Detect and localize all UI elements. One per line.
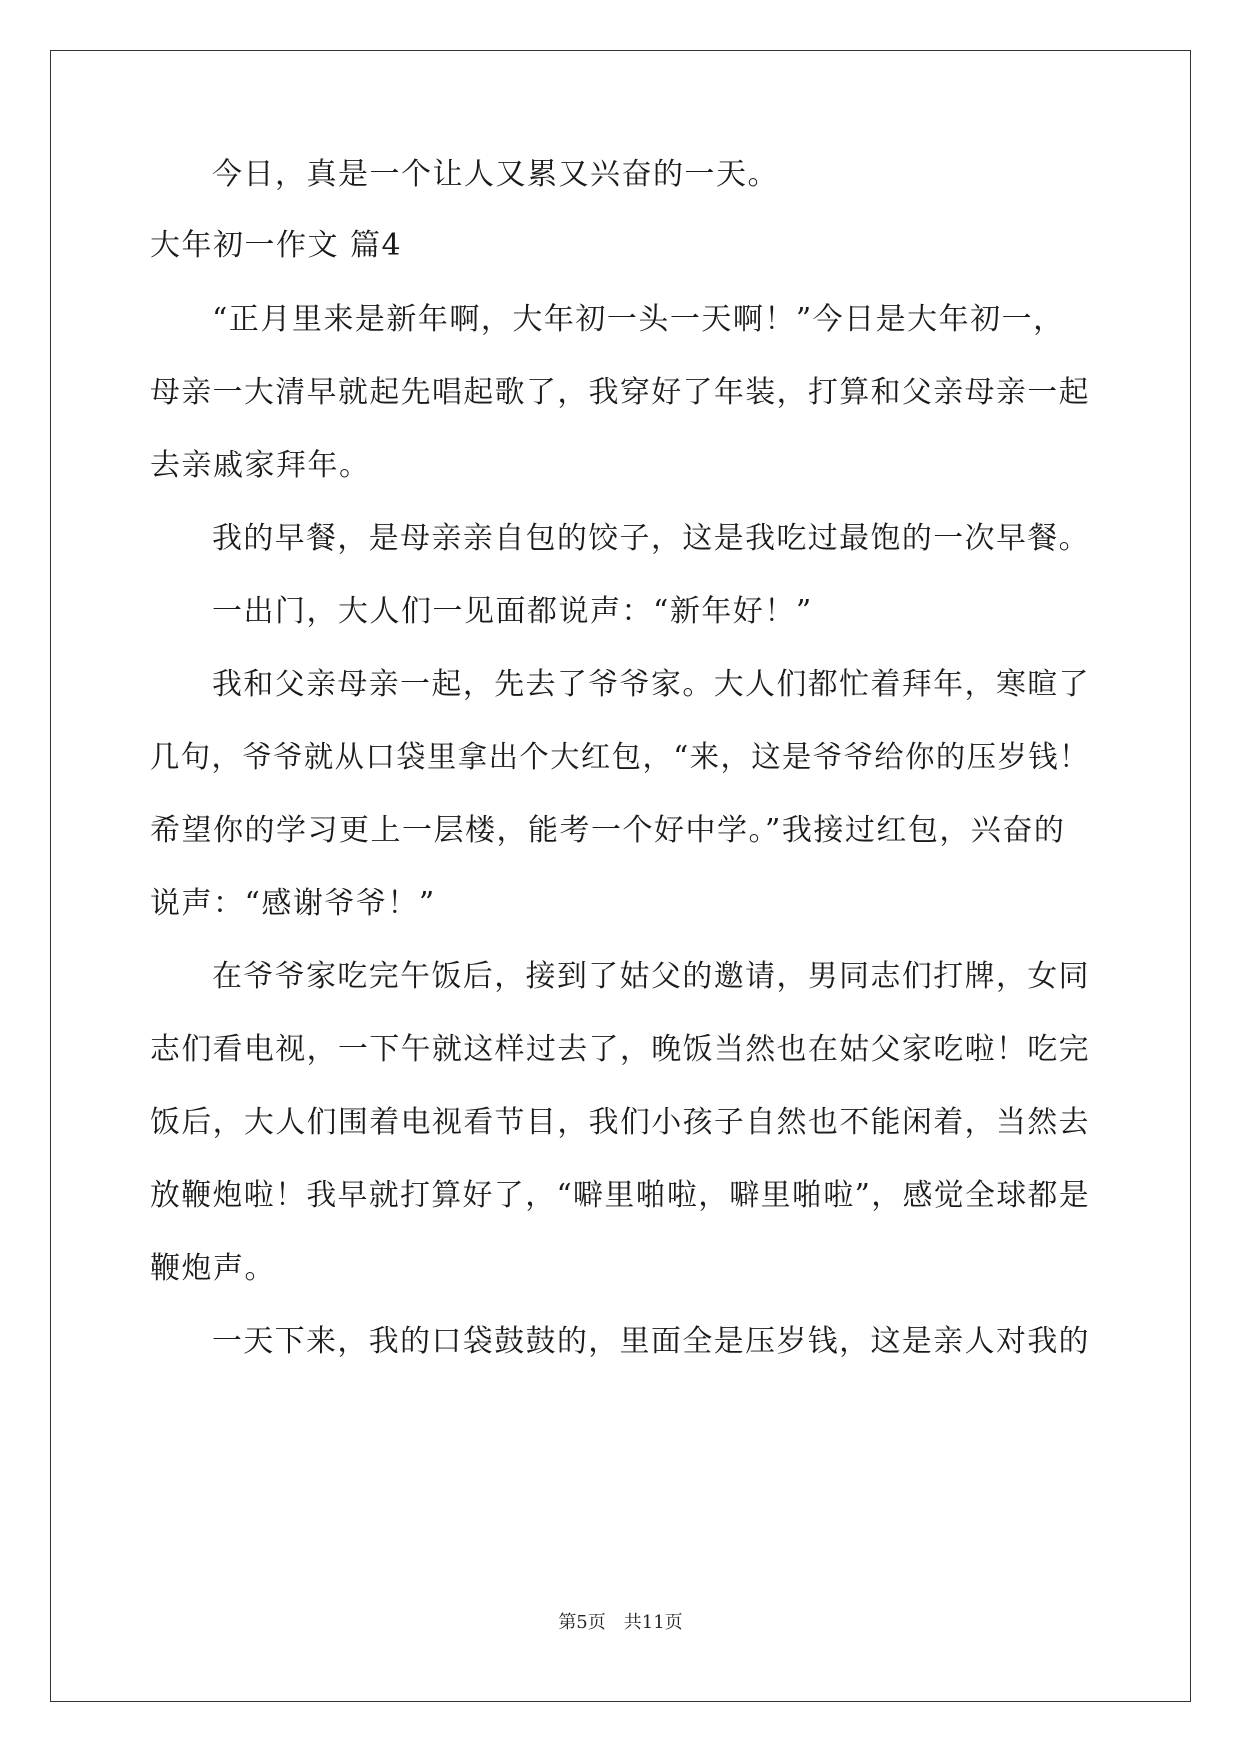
paragraph-line: 在爷爷家吃完午饭后，接到了姑父的邀请，男同志们打牌，女同 <box>212 959 1091 994</box>
paragraph-line: 我和父亲母亲一起，先去了爷爷家。大人们都忙着拜年，寒暄了 <box>212 667 1091 702</box>
paragraph-line: 母亲一大清早就起先唱起歌了，我穿好了年装，打算和父亲母亲一起 <box>150 375 1090 410</box>
paragraph-line: 一出门，大人们一见面都说声：“新年好！” <box>212 594 813 629</box>
paragraph-line: 去亲戚家拜年。 <box>150 448 371 483</box>
paragraph-line: 我的早餐，是母亲亲自包的饺子，这是我吃过最饱的一次早餐。 <box>212 521 1091 556</box>
paragraph-line: 说声：“感谢爷爷！” <box>150 886 436 921</box>
paragraph-line: “正月里来是新年啊，大年初一头一天啊！”今日是大年初一， <box>212 302 1065 337</box>
paragraph-line: 志们看电视，一下午就这样过去了，晚饭当然也在姑父家吃啦！吃完 <box>150 1032 1090 1067</box>
paragraph-line: 希望你的学习更上一层楼，能考一个好中学。”我接过红包，兴奋的 <box>150 813 1066 848</box>
page-border <box>50 50 1191 1702</box>
paragraph-line: 几句，爷爷就从口袋里拿出个大红包，“来，这是爷爷给你的压岁钱！ <box>150 740 1090 775</box>
paragraph-line: 饭后，大人们围着电视看节目，我们小孩子自然也不能闲着，当然去 <box>150 1105 1090 1140</box>
page-number-footer: 第5页 共11页 <box>558 1612 683 1633</box>
section-title: 大年初一作文 篇4 <box>150 228 403 263</box>
paragraph-line: 一天下来，我的口袋鼓鼓的，里面全是压岁钱，这是亲人对我的 <box>212 1324 1091 1359</box>
closing-line: 今日，真是一个让人又累又兴奋的一天。 <box>212 157 779 192</box>
paragraph-line: 放鞭炮啦！我早就打算好了，“噼里啪啦，噼里啪啦”，感觉全球都是 <box>150 1178 1091 1213</box>
paragraph-line: 鞭炮声。 <box>150 1251 276 1286</box>
